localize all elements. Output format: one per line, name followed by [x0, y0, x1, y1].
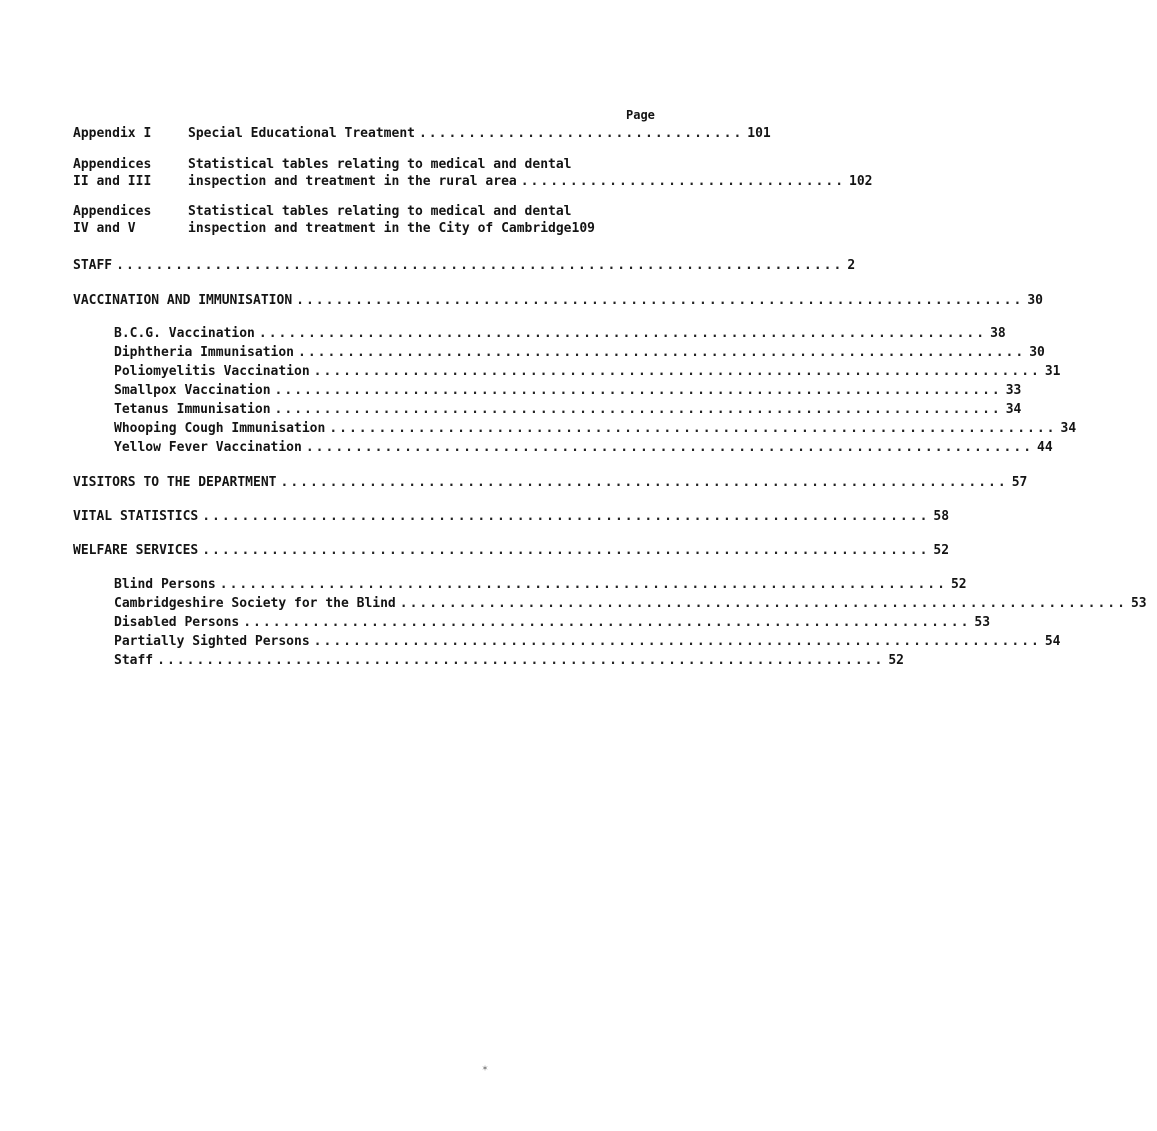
toc-subitem — [114, 364, 1061, 380]
section-title: VISITORS TO THE DEPARTMENT — [73, 475, 277, 490]
appendix-label: Appendix I — [73, 126, 152, 141]
subitem-page-number: 34 — [1005, 402, 1022, 417]
subitem-title: Disabled Persons — [114, 615, 240, 630]
dot-leader: .......................................................................... — [298, 345, 1026, 360]
subitem-page-number: 33 — [1005, 383, 1022, 398]
section-page-number: 30 — [1027, 293, 1043, 308]
subitem-page-number: 53 — [974, 615, 991, 630]
toc-section — [73, 293, 1043, 309]
subitem-title: Staff — [114, 653, 154, 668]
toc-section — [73, 475, 1028, 491]
dot-leader: .......................................................................... — [399, 596, 1127, 611]
subitem-title: B.C.G. Vaccination — [114, 326, 255, 341]
subitem-page-number: 34 — [1060, 421, 1077, 436]
ink-smudge: ✶ — [482, 1063, 489, 1074]
dot-leader: .......................................................................... — [157, 653, 885, 668]
subitem-title: Yellow Fever Vaccination — [114, 440, 302, 455]
dot-leader: ................................. — [520, 174, 846, 189]
dot-leader: .......................................................................... — [274, 383, 1002, 398]
dot-leader: .......................................................................... — [274, 402, 1002, 417]
subitem-page-number: 52 — [950, 577, 967, 592]
appendix-label: II and III — [73, 174, 152, 189]
page-column-header: Page — [626, 108, 655, 122]
appendix-entry — [188, 126, 771, 142]
toc-section — [73, 258, 856, 274]
dot-leader: ................................. — [418, 126, 744, 141]
appendix-label: Appendices — [73, 204, 152, 219]
subitem-title: Tetanus Immunisation — [114, 402, 271, 417]
appendix-title: Statistical tables relating to medical and dental — [188, 157, 572, 172]
section-title: VACCINATION AND IMMUNISATION — [73, 293, 293, 308]
section-title: VITAL STATISTICS — [73, 509, 199, 524]
toc-subitem — [114, 383, 1022, 399]
dot-leader: .......................................................................... — [219, 577, 947, 592]
dot-leader: .......................................................................... — [258, 326, 987, 341]
toc-subitem — [114, 577, 967, 593]
toc-section — [73, 543, 950, 559]
appendix-page-number: 101 — [747, 126, 771, 141]
dot-leader: .......................................................................... — [116, 258, 844, 273]
toc-subitem — [114, 402, 1022, 418]
subitem-title: Smallpox Vaccination — [114, 383, 271, 398]
dot-leader: .......................................................................... — [329, 421, 1057, 436]
toc-subitem — [114, 326, 1006, 342]
toc-section — [73, 509, 950, 525]
dot-leader: .......................................................................... — [305, 440, 1034, 455]
section-page-number: 57 — [1011, 475, 1028, 490]
appendix-title: Statistical tables relating to medical and dental — [188, 204, 572, 219]
appendix-title: Special Educational Treatment — [188, 126, 415, 141]
subitem-title: Blind Persons — [114, 577, 216, 592]
dot-leader: .......................................................................... — [202, 509, 930, 524]
dot-leader: .......................................................................... — [313, 364, 1041, 379]
subitem-page-number: 54 — [1044, 634, 1061, 649]
toc-subitem — [114, 421, 1077, 437]
subitem-title: Poliomyelitis Vaccination — [114, 364, 310, 379]
toc-subitem — [114, 634, 1061, 650]
section-page-number: 2 — [847, 258, 856, 273]
section-page-number: 58 — [933, 509, 950, 524]
section-page-number: 52 — [933, 543, 950, 558]
section-title: STAFF — [73, 258, 113, 273]
dot-leader: .......................................................................... — [296, 293, 1024, 308]
subitem-page-number: 31 — [1044, 364, 1061, 379]
toc-subitem — [114, 345, 1045, 361]
subitem-page-number: 38 — [990, 326, 1006, 341]
subitem-title: Diphtheria Immunisation — [114, 345, 295, 360]
section-title: WELFARE SERVICES — [73, 543, 199, 558]
subitem-page-number: 44 — [1037, 440, 1053, 455]
appendix-title: inspection and treatment in the rural area — [188, 174, 517, 189]
appendix-page-number: 102 — [849, 174, 873, 189]
appendix-entry — [188, 221, 662, 237]
appendix-entry — [188, 174, 873, 190]
appendix-label: Appendices — [73, 157, 152, 172]
appendix-label: IV and V — [73, 221, 136, 236]
dot-leader: .......................................................................... — [243, 615, 971, 630]
toc-subitem — [114, 440, 1053, 456]
toc-subitem — [114, 653, 904, 669]
toc-subitem — [114, 596, 1147, 612]
dot-leader: .......................................................................... — [280, 475, 1008, 490]
toc-subitem — [114, 615, 991, 631]
dot-leader: .......................................................................... — [313, 634, 1041, 649]
dot-leader: .......................................................................... — [202, 543, 930, 558]
appendix-title: inspection and treatment in the City of Cambridge — [188, 221, 572, 236]
subitem-title: Partially Sighted Persons — [114, 634, 310, 649]
subitem-title: Whooping Cough Immunisation — [114, 421, 326, 436]
subitem-page-number: 52 — [888, 653, 904, 668]
subitem-page-number: 53 — [1130, 596, 1147, 611]
appendix-page-number: 109 — [571, 221, 595, 236]
subitem-title: Cambridgeshire Society for the Blind — [114, 596, 396, 611]
subitem-page-number: 30 — [1029, 345, 1045, 360]
